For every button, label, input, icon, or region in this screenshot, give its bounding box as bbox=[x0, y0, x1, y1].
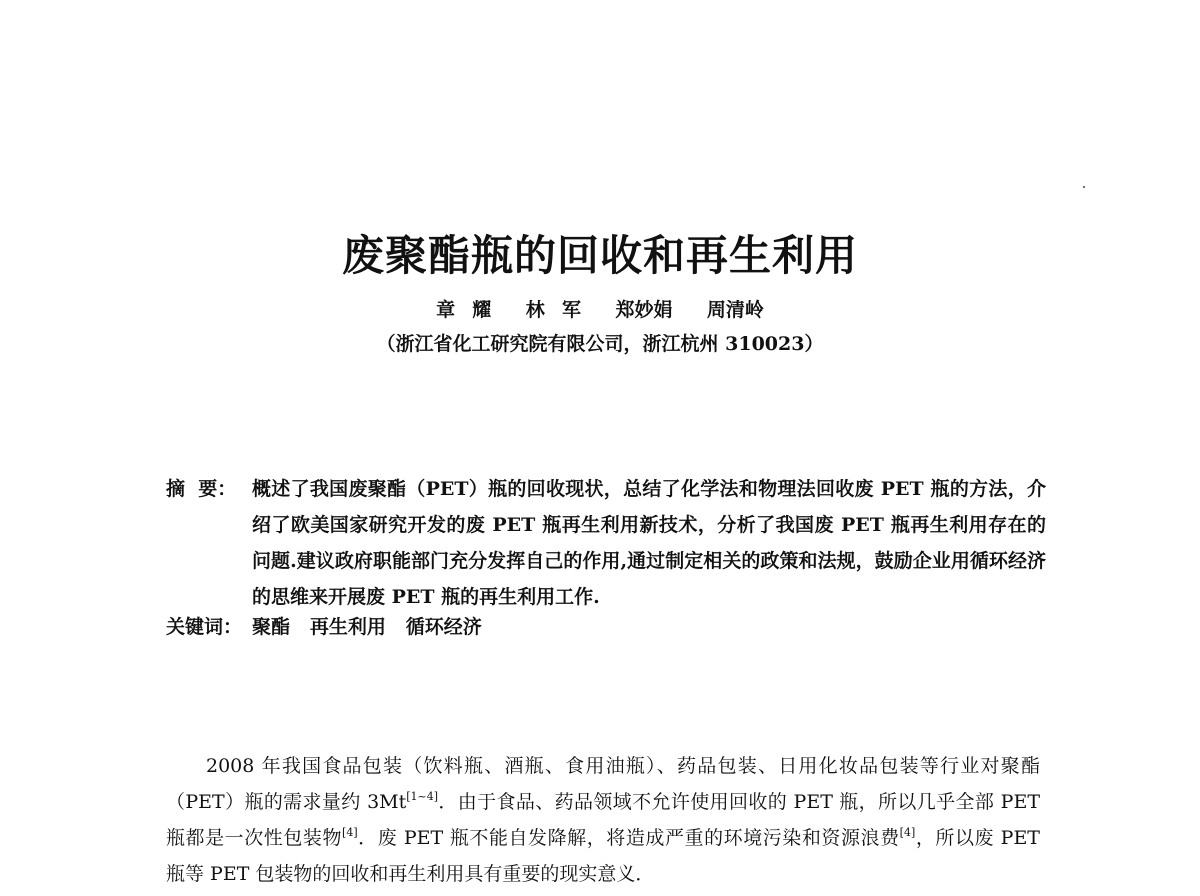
abstract-text: 概述了我国废聚酯（PET）瓶的回收现状，总结了化学法和物理法回收废 PET 瓶的方法，介绍了欧美国家研究开发的废 PET 瓶再生利用新技术，分析了我国废 PET 瓶再生利用存在的问题.建议政府职能部门充分发挥自己的作用,通过制定相关的政策和法规，鼓励企业用循环经济的思维来开展废 PET 瓶的再生利用工作. bbox=[252, 478, 1046, 608]
citation-ref: [4] bbox=[899, 826, 916, 839]
keywords-block bbox=[166, 609, 1046, 645]
abstract-block bbox=[166, 471, 1046, 615]
keywords-text: 聚酯 再生利用 循环经济 bbox=[252, 616, 482, 638]
body-text-segment: ．由于食品、药品领域不允许使用回收的 PET 瓶，所以几乎全部 PET 瓶都是一次性包装物 bbox=[166, 791, 1040, 849]
abstract-label: 摘 要： bbox=[166, 478, 237, 500]
citation-ref: [1~4] bbox=[406, 790, 439, 803]
keywords-label: 关键词： bbox=[166, 616, 243, 638]
scan-speck bbox=[1083, 186, 1085, 188]
body-paragraph bbox=[166, 748, 1040, 892]
citation-ref: [4] bbox=[342, 826, 358, 839]
paper-title: 废聚酯瓶的回收和再生利用 bbox=[341, 231, 858, 280]
author-list: 章 耀 林 军 郑妙娟 周清岭 bbox=[436, 299, 764, 321]
body-text-segment: 2008 年我国食品包装（饮料瓶、酒瓶、食用油瓶）、药品包装、日用化妆品包装等行业对聚酯（PET）瓶的需求量约 3Mt bbox=[166, 755, 1040, 813]
affiliation: （浙江省化工研究院有限公司，浙江杭州 310023） bbox=[376, 333, 824, 355]
body-text-segment: ．废 PET 瓶不能自发降解，将造成严重的环境污染和资源浪费 bbox=[357, 827, 900, 849]
body-text-segment: ，所以废 PET 瓶等 PET 包装物的回收和再生利用具有重要的现实意义． bbox=[166, 827, 1040, 885]
cut-off-next-line bbox=[610, 888, 1040, 896]
